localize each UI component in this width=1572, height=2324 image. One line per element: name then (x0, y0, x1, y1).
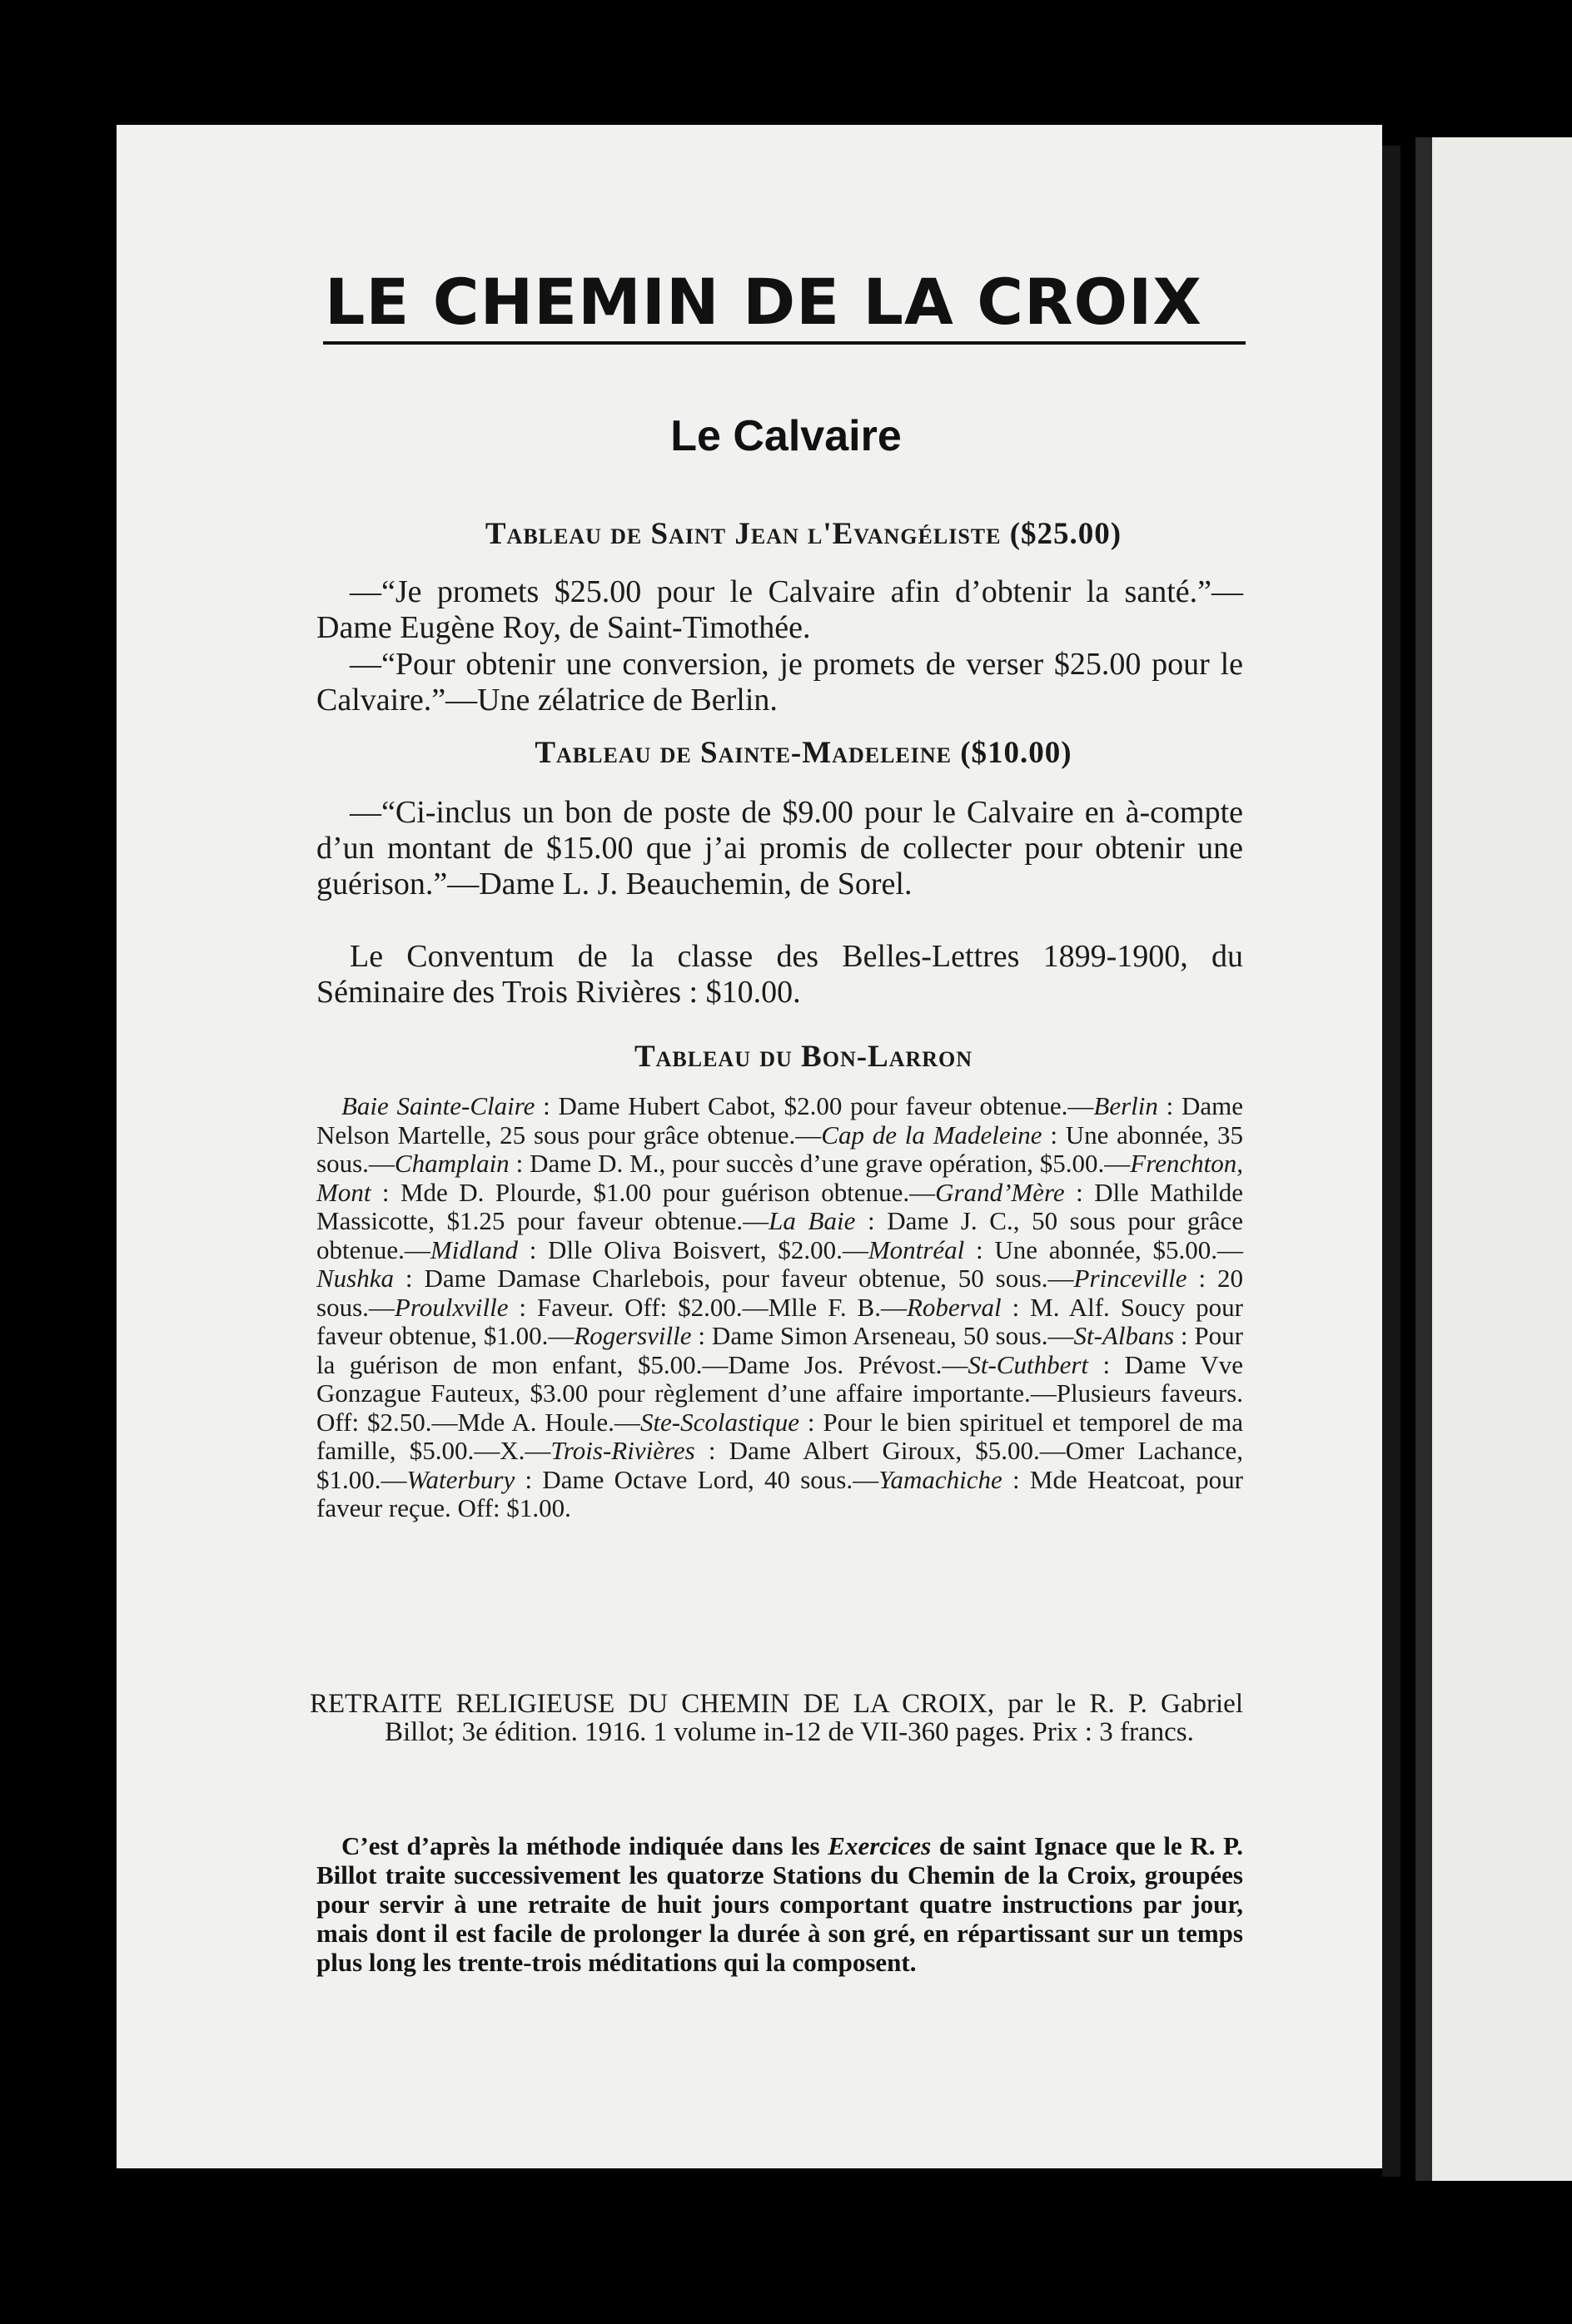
entry-place-name: St-Albans (1073, 1321, 1175, 1350)
book-description (316, 1831, 1243, 1977)
description-italic-title: Exercices (828, 1831, 932, 1860)
entry-place-name: Yamachiche (878, 1464, 1002, 1494)
paragraph-sainte-madeleine-1: —“Ci-inclus un bon de poste de $9.00 pour le Calvaire en à-compte d’un montant de $15.00 que j’ai promis de collecter pour obtenir une guérison.”—Dame L. J. Beauchemin, de Sorel. (316, 795, 1243, 901)
entry-text: : Dame Simon Arseneau, 50 sous.— (691, 1321, 1074, 1350)
entry-text: : Dlle Mathilde Massicotte, $1.25 pour faveur obtenue.— (316, 1177, 1243, 1235)
page-subtitle: Le Calvaire (670, 412, 902, 460)
entry-text: : Dame Albert Giroux, $5.00.—Omer Lachance, $1.00.— (316, 1436, 1243, 1494)
title-underline (323, 341, 1246, 345)
entry-text: : Dame Damase Charlebois, pour faveur obtenue, 50 sous.— (394, 1264, 1074, 1293)
entry-place-name: Cap de la Madeleine (821, 1120, 1042, 1150)
paragraph-saint-jean-1: —“Je promets $25.00 pour le Calvaire afin d’obtenir la santé.”—Dame Eugène Roy, de Saint-Timothée. (316, 574, 1243, 645)
entry-text: : M. Alf. Soucy pour faveur obtenue, $1.00.— (316, 1292, 1243, 1350)
entry-text: : Mde D. Plourde, $1.00 pour guérison obtenue.— (371, 1177, 936, 1207)
entry-place-name: Berlin (1093, 1091, 1158, 1120)
entry-place-name: Roberval (906, 1292, 1002, 1322)
entry-text: : 20 sous.— (316, 1264, 1243, 1322)
page-title: LE CHEMIN DE LA CROIX (325, 265, 1203, 339)
magazine-page (117, 125, 1382, 2168)
entry-text: : Dame J. C., 50 sous pour grâce obtenue.— (316, 1206, 1243, 1264)
entry-place-name: Proulxville (394, 1292, 509, 1322)
entry-place-name: Montréal (868, 1234, 965, 1264)
section-heading-sainte-madeleine: Tableau de Sainte-Madeleine ($10.00) (535, 736, 1072, 770)
entry-place-name: Frenchton, Mont (316, 1149, 1243, 1207)
entry-place-name: La Baie (769, 1206, 856, 1235)
entry-text: : Pour la guérison de mon enfant, $5.00.—Dame Jos. Prévost.— (316, 1321, 1243, 1379)
entry-text: : Pour le bien spirituel et temporel de ma famille, $5.00.—X.— (316, 1407, 1243, 1465)
entry-place-name: Champlain (394, 1149, 510, 1178)
entry-place-name: Baie Sainte-Claire (341, 1091, 535, 1120)
entry-place-name: Grand’Mère (935, 1177, 1065, 1207)
paragraph-sainte-madeleine-2: Le Conventum de la classe des Belles-Lettres 1899-1900, du Séminaire des Trois Rivières : $10.00. (316, 939, 1243, 1010)
entry-place-name: Ste-Scolastique (639, 1407, 800, 1437)
entry-text: : Dame Vve Gonzague Fauteux, $3.00 pour règlement d’une affaire importante.—Plusieurs faveurs. Off: $2.50.—Mde A. Houle.— (316, 1349, 1244, 1437)
entry-text: : Dame D. M., pour succès d’une grave opération, $5.00.— (509, 1149, 1131, 1178)
section-heading-saint-jean: Tableau de Saint Jean l'Evangéliste ($25.00) (485, 517, 1122, 551)
entry-text: : Dame Nelson Martelle, 25 sous pour grâce obtenue.— (316, 1091, 1243, 1150)
description-text-after: de saint Ignace que le R. P. Billot traite successivement les quatorze Stations du Chemin de la Croix, groupées pour servir à une retraite de huit jours comportant quatre instructions par jour, mais dont il est facile de prolonger la durée à son gré, en répartissant sur un temps plus long les trente-trois méditations qui la composent. (316, 1831, 1243, 1977)
entry-place-name: Princeville (1073, 1264, 1187, 1293)
bon-larron-entries (316, 1092, 1243, 1523)
book-notice: RETRAITE RELIGIEUSE DU CHEMIN DE LA CROIX, par le R. P. Gabriel Billot; 3e édition. 1916. 1 volume in-12 de VII-360 pages. Prix : 3 francs. (310, 1689, 1243, 1747)
entry-text: : Dlle Oliva Boisvert, $2.00.— (517, 1234, 868, 1264)
section-heading-bon-larron: Tableau du Bon-Larron (634, 1040, 973, 1074)
description-text-before: C’est d’après la méthode indiquée dans les (341, 1831, 828, 1860)
entry-text: : Mde Heatcoat, pour faveur reçue. Off: $1.00. (316, 1464, 1243, 1522)
entry-text: : Faveur. Off: $2.00.—Mlle F. B.— (508, 1292, 907, 1322)
paragraph-saint-jean-2: —“Pour obtenir une conversion, je promets de verser $25.00 pour le Calvaire.”—Une zélatrice de Berlin. (316, 647, 1243, 718)
entry-text: : Une abonnée, 35 sous.— (316, 1120, 1243, 1178)
page-content (117, 125, 1382, 2168)
entry-text: : Dame Hubert Cabot, $2.00 pour faveur obtenue.— (535, 1091, 1094, 1120)
entry-text: : Une abonnée, $5.00.— (964, 1234, 1243, 1264)
entry-place-name: Rogersville (574, 1321, 692, 1350)
entry-place-name: Nushka (316, 1264, 394, 1293)
entry-place-name: Waterbury (406, 1464, 515, 1494)
entry-place-name: St-Cuthbert (968, 1349, 1089, 1379)
entry-place-name: Trois-Rivières (550, 1436, 695, 1465)
entry-place-name: Midland (430, 1234, 518, 1264)
entry-text: : Dame Octave Lord, 40 sous.— (515, 1464, 879, 1494)
